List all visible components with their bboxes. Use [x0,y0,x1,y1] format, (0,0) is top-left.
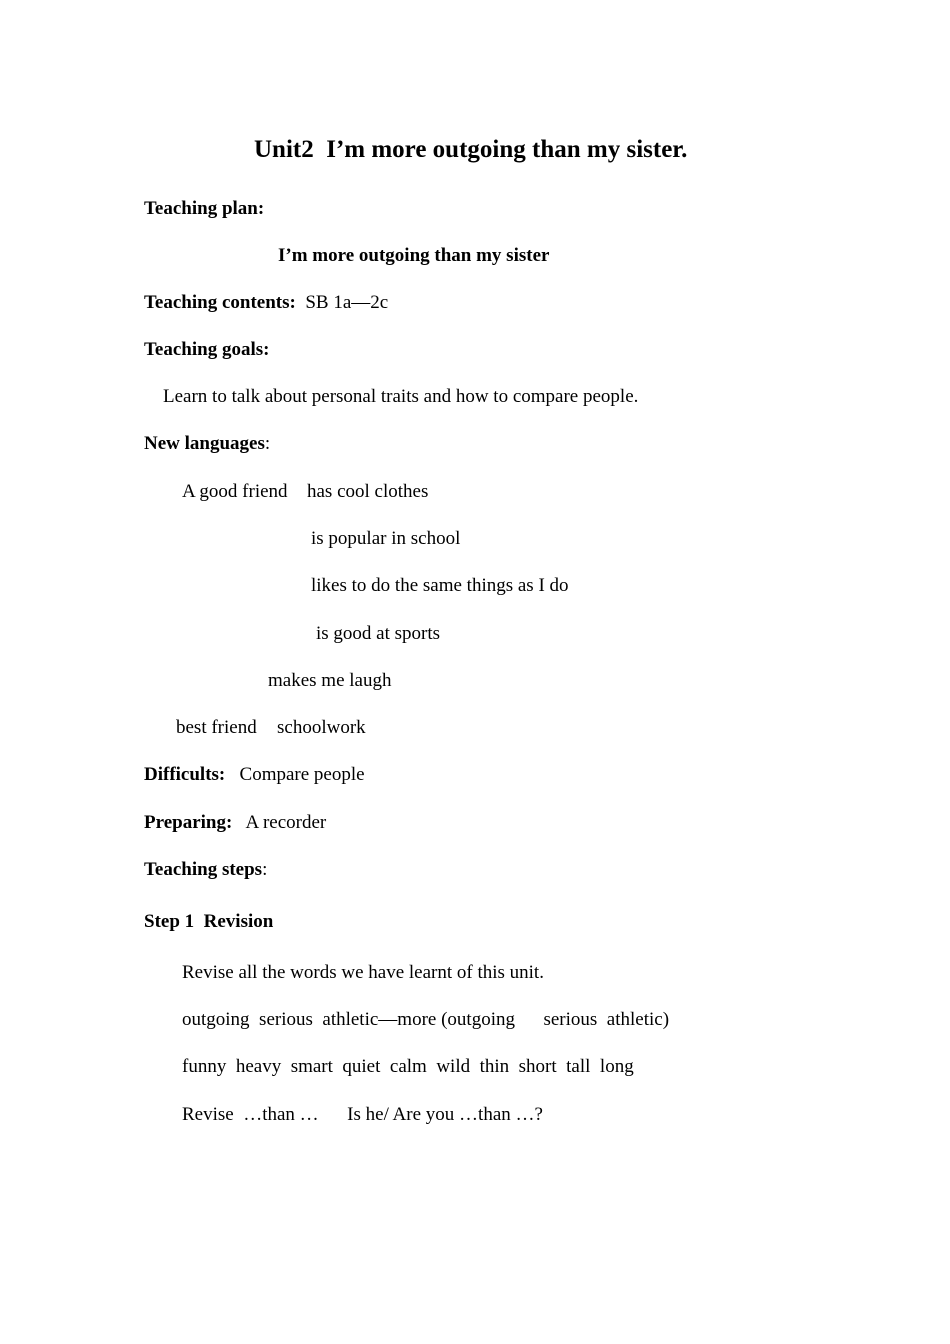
vocab-best-friend: best friend [176,717,257,738]
new-languages-label: New languages [144,433,265,454]
preparing-line [144,811,326,835]
new-languages-item: is good at sports [316,623,441,644]
teaching-contents-value: SB 1a—2c [305,292,389,313]
teaching-goals-label: Teaching goals: [144,339,270,360]
difficults-label: Difficults: [144,764,226,785]
new-languages-heading [144,432,270,456]
step1-line: Revise all the words we have learnt of this unit. [182,962,544,983]
new-languages-item: makes me laugh [268,670,392,691]
step1-line: funny heavy smart quiet calm wild thin short tall long [182,1056,634,1077]
teaching-steps-heading [144,858,267,882]
vocab-schoolwork: schoolwork [277,717,366,738]
teaching-plan-subtitle: I’m more outgoing than my sister [278,245,550,266]
new-languages-colon: : [264,433,271,454]
teaching-contents-line [144,291,388,315]
new-languages-item: is popular in school [311,528,461,549]
difficults-value: Compare people [239,764,365,785]
step1-line: Revise …than … Is he/ Are you …than …? [182,1104,543,1125]
preparing-label: Preparing: [144,812,233,833]
new-languages-lead: A good friend [182,481,288,502]
document-title: Unit2 I’m more outgoing than my sister. [254,136,688,163]
difficults-line [144,763,365,787]
new-languages-item: likes to do the same things as I do [311,575,569,596]
teaching-contents-label: Teaching contents: [144,292,296,313]
teaching-steps-colon: : [262,859,268,880]
step1-line: outgoing serious athletic—more (outgoing serious athletic) [182,1009,670,1030]
preparing-value: A recorder [245,812,327,833]
teaching-goals-text: Learn to talk about personal traits and how to compare people. [163,386,639,407]
teaching-plan-label: Teaching plan: [144,198,265,219]
new-languages-item: has cool clothes [307,481,429,502]
step1-heading: Step 1 Revision [144,911,274,932]
teaching-steps-label: Teaching steps [144,859,263,880]
